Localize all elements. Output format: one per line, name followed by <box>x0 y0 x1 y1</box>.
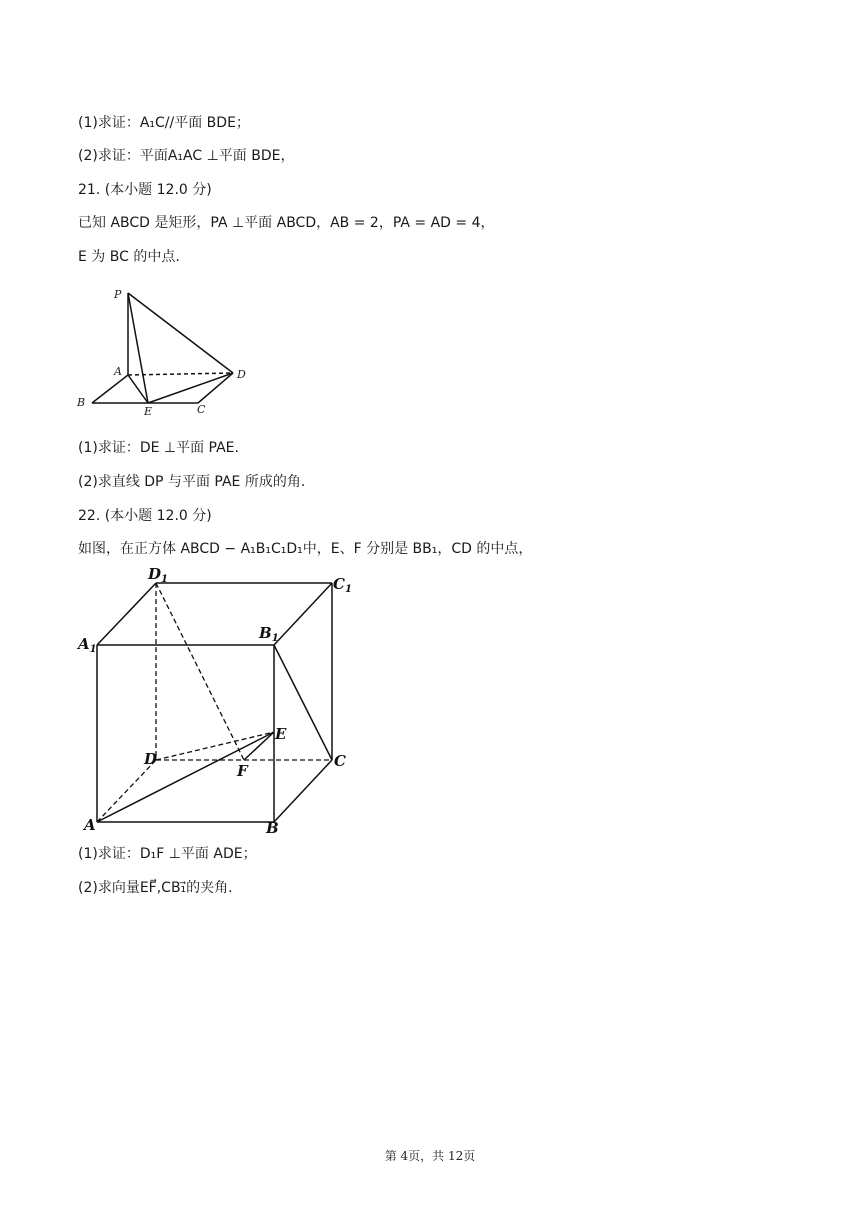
label-A: A <box>84 816 96 834</box>
label-A: A <box>114 365 122 378</box>
q21-part2: (2)求直线 DP 与平面 PAE 所成的角. <box>78 474 306 490</box>
pyramid-figure <box>70 283 270 423</box>
q21-stem-line2: E 为 BC 的中点. <box>78 249 180 265</box>
edge-AD-hidden <box>128 373 233 375</box>
label-B1: $B_1$ <box>259 624 279 644</box>
edge-AB <box>92 375 128 403</box>
edge-AD-hidden <box>97 760 156 822</box>
edge-B1C1 <box>274 583 332 645</box>
label-E: E <box>144 405 153 418</box>
edge-BC <box>274 760 332 822</box>
label-B: B <box>266 819 279 837</box>
q22-stem: 如图，在正方体 ABCD − A₁B₁C₁D₁中，E、F 分别是 BB₁，CD 的中点， <box>78 541 533 557</box>
label-C: C <box>334 752 346 770</box>
edge-ED <box>148 373 233 403</box>
edge-PE <box>128 293 148 403</box>
label-D1: $D_1$ <box>148 565 168 585</box>
label-E: E <box>275 725 287 743</box>
q20-part1: (1)求证：A₁C//平面 BDE； <box>78 115 250 131</box>
q22-part1: (1)求证：D₁F ⊥平面 ADE； <box>78 846 257 862</box>
label-C: C <box>197 403 206 416</box>
segment-DE <box>156 732 274 760</box>
label-D: D <box>144 750 158 768</box>
segment-D1F <box>156 583 244 760</box>
page-footer: 第 4页，共 12页 <box>384 1149 476 1163</box>
label-P: P <box>114 288 122 301</box>
label-A1: $A_1$ <box>78 635 97 655</box>
label-B: B <box>77 396 86 409</box>
q21-stem-line1: 已知 ABCD 是矩形，PA ⊥平面 ABCD，AB = 2，PA = AD = 4， <box>78 215 495 231</box>
q20-part2: (2)求证：平面A₁AC ⊥平面 BDE， <box>78 148 295 164</box>
cube-figure <box>70 562 370 842</box>
q21-header: 21. (本小题 12.0 分) <box>78 182 212 198</box>
edge-CD <box>198 373 233 403</box>
label-F: F <box>237 762 248 780</box>
label-C1: $C_1$ <box>333 575 352 595</box>
q21-part1: (1)求证：DE ⊥平面 PAE. <box>78 440 239 456</box>
q22-part2: (2)求向量EF⃗,CB₁⃗的夹角. <box>78 880 233 896</box>
q22-header: 22. (本小题 12.0 分) <box>78 508 212 524</box>
edge-A1D1 <box>97 583 156 645</box>
label-D: D <box>237 368 246 381</box>
edge-PD <box>128 293 233 373</box>
